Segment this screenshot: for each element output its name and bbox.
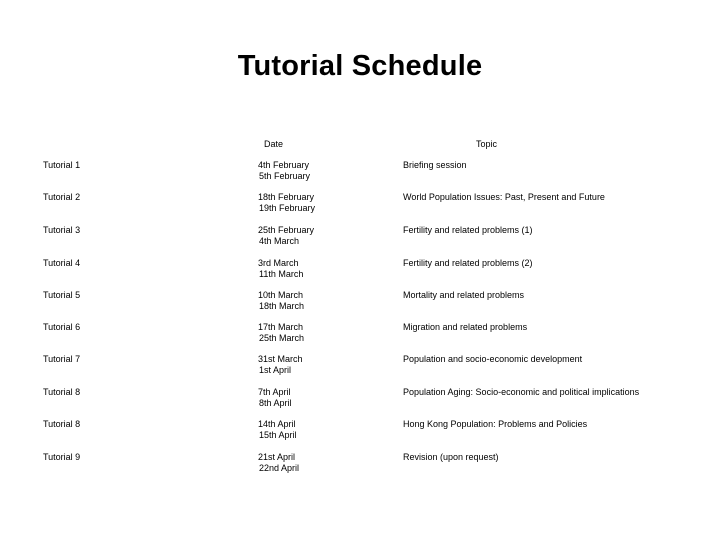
page-title: Tutorial Schedule [237, 50, 483, 82]
tutorial-label: Tutorial 1 [43, 160, 81, 170]
tutorial-label: Tutorial 5 [43, 290, 81, 300]
tutorial-dates [258, 387, 292, 409]
tutorial-topic: World Population Issues: Past, Present and Future [403, 192, 605, 202]
tutorial-topic: Population and socio-economic development [403, 354, 583, 364]
tutorial-label: Tutorial 4 [43, 258, 81, 268]
date-second: 15th April [259, 430, 297, 440]
date-first: 17th March [258, 322, 304, 332]
tutorial-dates [258, 419, 297, 441]
table-row [0, 225, 720, 255]
column-header-topic: Topic [476, 139, 498, 149]
tutorial-dates [258, 258, 303, 280]
table-row [0, 419, 720, 449]
tutorial-label: Tutorial 8 [43, 419, 81, 429]
table-row [0, 290, 720, 320]
table-row [0, 387, 720, 417]
tutorial-dates [258, 354, 303, 376]
tutorial-topic: Fertility and related problems (2) [403, 258, 533, 268]
tutorial-dates [258, 290, 304, 312]
tutorial-topic: Migration and related problems [403, 322, 528, 332]
date-first: 3rd March [258, 258, 299, 268]
date-first: 4th February [258, 160, 310, 170]
tutorial-topic: Mortality and related problems [403, 290, 525, 300]
tutorial-label: Tutorial 8 [43, 387, 81, 397]
date-second: 8th April [259, 398, 292, 408]
date-second: 25th March [259, 333, 305, 343]
date-first: 21st April [258, 452, 296, 462]
date-first: 31st March [258, 354, 303, 364]
table-row [0, 160, 720, 190]
date-second: 22nd April [259, 463, 300, 473]
date-first: 18th February [258, 192, 315, 202]
table-row [0, 452, 720, 482]
tutorial-dates [258, 160, 310, 182]
date-second: 1st April [259, 365, 292, 375]
date-second: 19th February [259, 203, 316, 213]
date-second: 18th March [259, 301, 305, 311]
date-first: 7th April [258, 387, 291, 397]
column-header-date: Date [264, 139, 284, 149]
tutorial-topic: Briefing session [403, 160, 467, 170]
tutorial-dates [258, 452, 299, 474]
tutorial-dates [258, 192, 315, 214]
tutorial-label: Tutorial 2 [43, 192, 81, 202]
tutorial-topic: Fertility and related problems (1) [403, 225, 533, 235]
tutorial-dates [258, 225, 314, 247]
table-row [0, 322, 720, 352]
date-second: 5th February [259, 171, 311, 181]
date-second: 11th March [259, 269, 304, 279]
table-row [0, 354, 720, 384]
tutorial-topic: Population Aging: Socio-economic and political implications [403, 387, 640, 397]
tutorial-label: Tutorial 6 [43, 322, 81, 332]
date-first: 14th April [258, 419, 296, 429]
tutorial-label: Tutorial 7 [43, 354, 81, 364]
tutorial-label: Tutorial 9 [43, 452, 81, 462]
tutorial-dates [258, 322, 304, 344]
tutorial-topic: Revision (upon request) [403, 452, 499, 462]
table-row [0, 258, 720, 288]
date-first: 10th March [258, 290, 304, 300]
date-first: 25th February [258, 225, 315, 235]
tutorial-topic: Hong Kong Population: Problems and Policies [403, 419, 588, 429]
date-second: 4th March [259, 236, 300, 246]
tutorial-label: Tutorial 3 [43, 225, 81, 235]
table-row [0, 192, 720, 222]
